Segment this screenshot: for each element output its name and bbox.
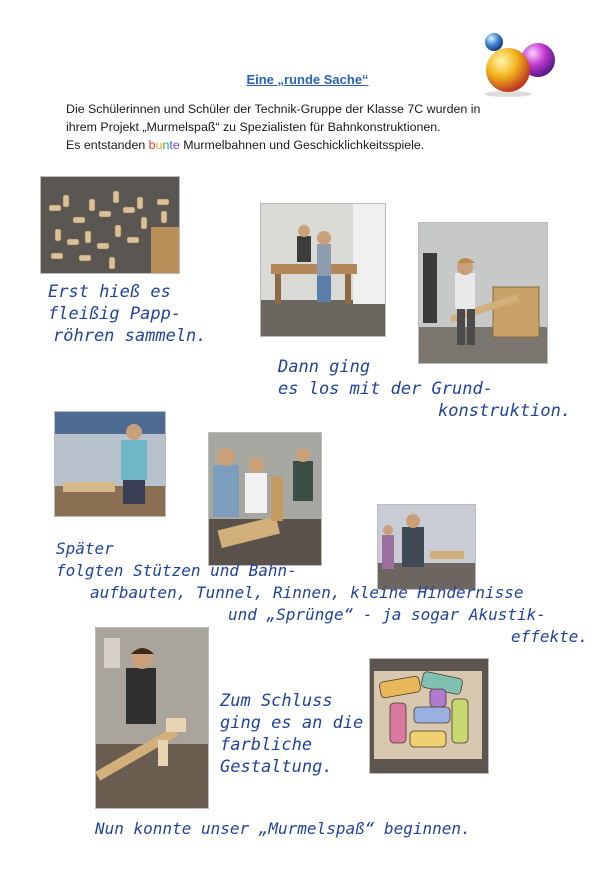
colored-letter: n bbox=[162, 138, 170, 152]
handwritten-line: aufbauten, Tunnel, Rinnen, kleine Hindernisse bbox=[90, 583, 524, 602]
handwritten-note-basic-construction bbox=[278, 356, 571, 422]
handwritten-line: folgten Stützen und Bahn- bbox=[56, 561, 297, 580]
handwritten-line: Zum Schluss bbox=[220, 691, 333, 711]
handwritten-line: Erst hieß es bbox=[48, 282, 171, 302]
intro-line: ihrem Projekt „Murmelspaß“ zu Spezialisten für Bahnkonstruktionen. bbox=[66, 120, 441, 134]
handwritten-note-conclusion: Nun konnte unser „Murmelspaß“ beginnen. bbox=[95, 819, 471, 838]
handwritten-note-painting bbox=[220, 690, 363, 778]
handwritten-line: röhren sammeln. bbox=[53, 326, 207, 346]
handwritten-line: konstruktion. bbox=[438, 401, 572, 421]
colored-letter: b bbox=[148, 138, 156, 152]
intro-line: Die Schülerinnen und Schüler der Technik-Gruppe der Klasse 7C wurden in bbox=[66, 102, 481, 116]
photo-boy-at-table bbox=[54, 411, 166, 517]
intro-line-start: Es entstanden bbox=[66, 138, 149, 152]
handwritten-note-collecting bbox=[48, 281, 207, 347]
handwritten-line: effekte. bbox=[511, 627, 589, 646]
intro-text bbox=[66, 100, 546, 154]
handwritten-line: Gestaltung. bbox=[220, 757, 333, 777]
handwritten-line: farbliche bbox=[220, 735, 313, 755]
colored-letter: e bbox=[172, 138, 180, 152]
handwritten-line: Später bbox=[56, 539, 114, 558]
handwritten-line: und „Sprünge“ - ja sogar Akustik- bbox=[228, 605, 546, 624]
page-title: Eine „runde Sache“ bbox=[246, 72, 369, 87]
handwritten-line: es los mit der Grund- bbox=[278, 379, 493, 399]
photo-workshop bbox=[260, 203, 386, 337]
handwritten-line: Dann ging bbox=[278, 357, 371, 377]
photo-painted-tubes bbox=[369, 658, 489, 774]
handwritten-line: fleißig Papp- bbox=[48, 304, 182, 324]
colored-word-bunte bbox=[149, 138, 180, 152]
colored-letter: u bbox=[155, 138, 163, 152]
photo-boy-woodwork bbox=[418, 222, 548, 364]
photo-boy-with-tubes bbox=[95, 627, 209, 809]
photo-cardboard-tubes bbox=[40, 176, 180, 274]
intro-line bbox=[66, 136, 546, 154]
handwritten-note-supports bbox=[56, 538, 588, 648]
intro-line-end: Murmelbahnen und Geschicklichkeitsspiele. bbox=[179, 138, 425, 152]
colored-letter: t bbox=[169, 138, 173, 152]
handwritten-line: ging es an die bbox=[220, 713, 364, 733]
marbles-image bbox=[478, 30, 558, 98]
